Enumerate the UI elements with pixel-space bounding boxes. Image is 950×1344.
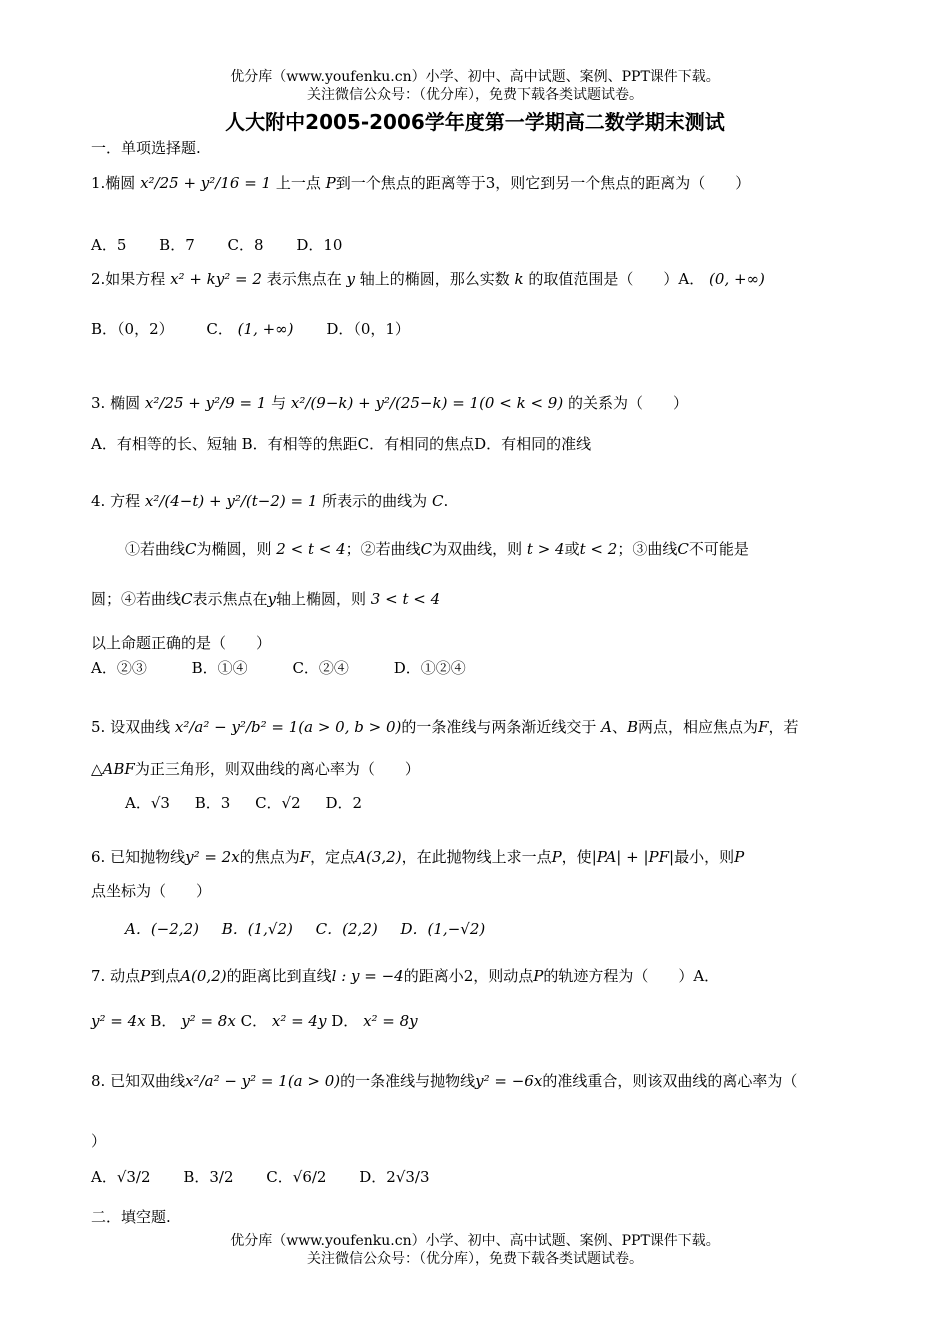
q4-curve-c: C [431,492,444,510]
q4-option-b: B．①④ [191,659,248,677]
q6-option-d: D．(1,−√2) [400,920,486,938]
q7-point-a: A(0,2) [180,967,227,985]
q8-option-b: B．3/2 [183,1168,234,1186]
q4-range-2: t > 4 [526,540,565,558]
q1-text-c: 到一个焦点的距离等于3，则它到另一个焦点的距离为（ ） [335,174,751,192]
q5-option-d: D．2 [325,794,363,812]
q4-option-c: C．②④ [292,659,349,677]
q1-text-a: 1.椭圆 [91,174,136,192]
q6-text-e: ，使 [561,848,592,866]
q4-s3: ；②若曲线 [345,540,421,558]
q6-point-p-2: P [734,848,745,866]
q4-options [91,657,860,678]
q2-option-a-value: (0, +∞) [709,270,765,288]
q5-equation: x²/a² − y²/b² = 1(a > 0, b > 0) [174,718,402,736]
q6-option-a: A．(−2,2) [125,920,199,938]
q4-c-1: C [185,540,197,558]
q4-c-3: C [677,540,689,558]
q7-text-b: 到点 [150,967,181,985]
q5-option-a: A．√3 [125,794,170,812]
q6-option-c: C．(2,2) [315,920,378,938]
q4-s7: 不可能是 [688,540,749,558]
q8-text-a: 8. 已知双曲线 [91,1072,186,1090]
q6-options [125,918,860,939]
q2-option-c-value: (1, +∞) [237,320,294,338]
q2-var-k: k [514,270,524,288]
q1-text-b: 上一点 [275,174,321,192]
q7-label-d: D． [331,1012,359,1030]
q6-point-p: P [551,848,562,866]
q6-point-a: A(3,2) [355,848,402,866]
question-7 [91,965,860,986]
q5-option-c: C．√2 [255,794,301,812]
question-1 [91,172,860,193]
question-5 [91,716,860,737]
section-heading-2: 二．填空题. [91,1208,171,1226]
q7-point-p-2: P [533,967,544,985]
q8-option-d: D．2√3/3 [359,1168,430,1186]
q4-option-d: D．①②④ [393,659,466,677]
q5-options [125,792,860,813]
q4-range-3: t < 2 [579,540,618,558]
q5-option-b: B．3 [194,794,231,812]
q1-point-p: P [325,174,336,192]
question-2 [91,268,860,289]
watermark-header-line2: 关注微信公众号：（优分库），免费下载各类试题试卷。 [307,87,643,103]
q6-equation: y² = 2x [185,848,240,866]
q4-s9: 表示焦点在 [192,590,268,608]
q5-text-e: 为正三角形，则双曲线的离心率为（ ） [134,760,420,778]
q5-triangle: △ABF [91,760,135,778]
q8-text-c: 的准线重合，则该双曲线的离心率为（ [542,1072,798,1090]
q4-range-1: 2 < t < 4 [276,540,346,558]
q2-option-b: B．（0，2） [91,320,174,338]
q5-sep: 、 [612,718,628,736]
q8-option-a: A．√3/2 [91,1168,151,1186]
q7-point-p: P [140,967,151,985]
q5-focus-f: F [758,718,769,736]
q5-line2 [91,758,860,779]
q4-s6: ；③曲线 [617,540,678,558]
q2-text-a: 2.如果方程 [91,270,166,288]
watermark-footer-line2: 关注微信公众号：（优分库），免费下载各类试题试卷。 [307,1251,643,1267]
q3-options: A．有相等的长、短轴 B．有相等的焦距C．有相同的焦点D．有相同的准线 [91,435,592,453]
section-heading-1: 一．单项选择题. [91,139,201,157]
q5-text-d: ，若 [768,718,799,736]
q6-text-c: ，定点 [310,848,356,866]
q7-option-a: y² = 4x [91,1012,146,1030]
q7-line-l: l : y = −4 [331,967,404,985]
q1-options [91,234,860,255]
q3-text-b: 与 [271,394,287,412]
q8-equation: x²/a² − y² = 1(a > 0) [185,1072,341,1090]
q2-text-c: 轴上的椭圆，那么实数 [359,270,510,288]
q4-statement-line1 [125,538,860,559]
q4-s5: 或 [564,540,580,558]
q2-option-c-label: C． [206,320,233,338]
q7-option-d: x² = 8y [363,1012,418,1030]
q4-text-a: 4. 方程 [91,492,141,510]
q8-option-c: C．√6/2 [266,1168,327,1186]
q4-s2: 为椭圆，则 [196,540,272,558]
q4-s8: 圆；④若曲线 [91,590,182,608]
q4-c-2: C [420,540,433,558]
q1-option-b: B．7 [159,236,195,254]
q7-option-c: x² = 4y [271,1012,327,1030]
q4-s1: ①若曲线 [125,540,186,558]
q8-options [91,1166,860,1187]
q2-options [91,318,860,339]
q2-var-y: y [346,270,355,288]
q7-text-e: 的轨迹方程为（ ）A． [543,967,720,985]
q7-text-a: 7. 动点 [91,967,141,985]
q5-point-a: A [601,718,612,736]
q5-text-b: 的一条准线与两条渐近线交于 [401,718,597,736]
q4-prompt: 以上命题正确的是（ ） [91,634,272,652]
q6-focus-f: F [299,848,311,866]
q3-equation-2: x²/(9−k) + y²/(25−k) = 1(0 < k < 9) [290,394,564,412]
q3-text-c: 的关系为（ ） [567,394,688,412]
q7-label-c: C． [240,1012,268,1030]
q4-s4: 为双曲线，则 [432,540,523,558]
q1-option-d: D．10 [296,236,343,254]
q4-c-4: C [181,590,193,608]
q2-text-b: 表示焦点在 [266,270,342,288]
q8-equation-2: y² = −6x [475,1072,543,1090]
q4-option-a: A．②③ [91,659,147,677]
q3-text-a: 3. 椭圆 [91,394,141,412]
q1-option-a: A．5 [91,236,127,254]
question-8 [91,1070,860,1091]
q7-option-b: y² = 8x [181,1012,236,1030]
q1-option-c: C．8 [227,236,264,254]
q6-sum: |PA| + |PF| [591,848,675,866]
q7-label-b: B． [150,1012,177,1030]
q6-text-f: 最小，则 [674,848,735,866]
q5-text-c: 两点，相应焦点为 [638,718,759,736]
q6-text-a: 6. 已知抛物线 [91,848,186,866]
q6-text-d: ，在此抛物线上求一点 [401,848,552,866]
question-6 [91,846,860,867]
q4-range-4: 3 < t < 4 [370,590,441,608]
q2-equation: x² + ky² = 2 [170,270,262,288]
q6-text-b: 的焦点为 [239,848,300,866]
q4-equation: x²/(4−t) + y²/(t−2) = 1 [144,492,318,510]
q7-options [91,1010,860,1031]
page-title: 人大附中2005-2006学年度第一学期高二数学期末测试 [225,110,725,134]
question-3 [91,392,860,413]
q6-line2: 点坐标为（ ） [91,882,212,900]
q8-line2: ） [91,1132,107,1150]
q6-option-b: B．(1,√2) [221,920,293,938]
q2-text-d: 的取值范围是（ ）A． [528,270,705,288]
q7-text-d: 的距离小2，则动点 [403,967,534,985]
watermark-footer-line1: 优分库（www.youfenku.cn）小学、初中、高中试题、案例、PPT课件下载。 [230,1233,720,1249]
question-4: 4. 方程 x²/(4−t) + y²/(t−2) = 1 所表示的曲线为 C. [91,492,449,510]
q8-text-b: 的一条准线与抛物线 [340,1072,476,1090]
q1-equation: x²/25 + y²/16 = 1 [140,174,272,192]
q4-s10: 轴上椭圆，则 [276,590,367,608]
q2-option-d: D．（0，1） [326,320,410,338]
q5-point-b: B [627,718,639,736]
q4-statement-line2 [91,588,860,609]
q4-text-b: 所表示的曲线为 [322,492,428,510]
watermark-header-line1: 优分库（www.youfenku.cn）小学、初中、高中试题、案例、PPT课件下载。 [230,69,720,85]
q5-text-a: 5. 设双曲线 [91,718,171,736]
q3-equation-1: x²/25 + y²/9 = 1 [144,394,267,412]
q7-text-c: 的距离比到直线 [226,967,332,985]
q4-var-y: y [267,590,276,608]
